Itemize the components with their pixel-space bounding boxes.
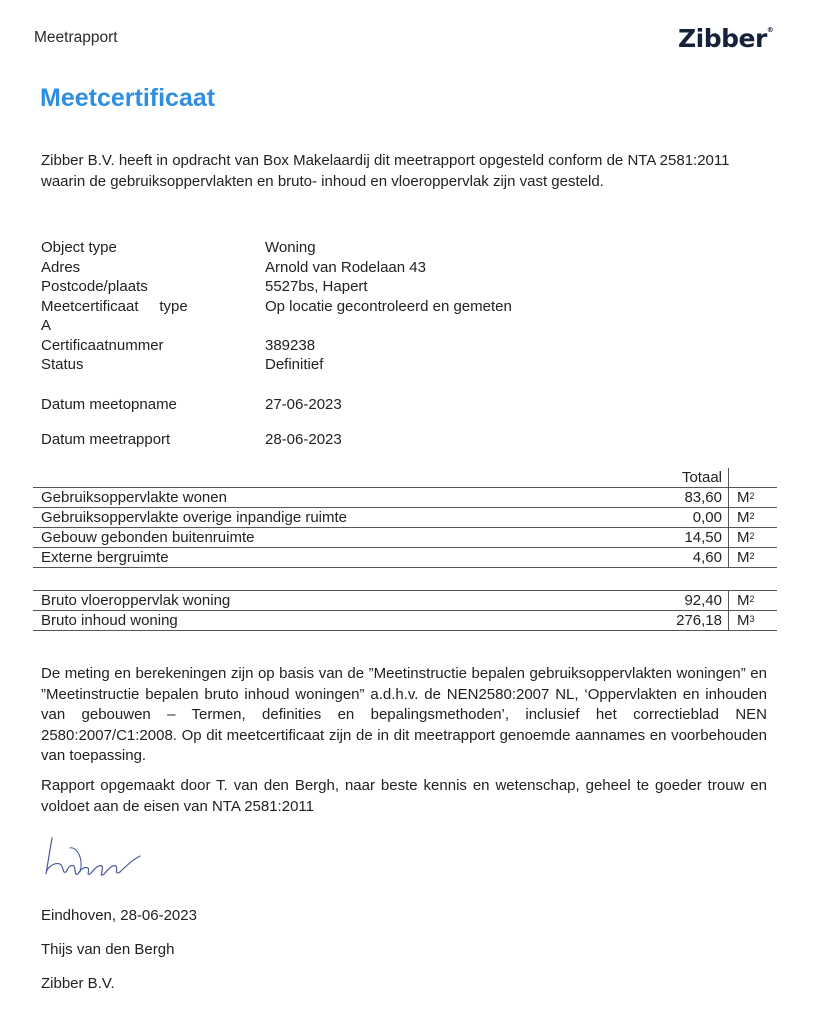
measure-date-label: Datum meetopname: [41, 396, 177, 413]
row-label: Gebruiksoppervlakte wonen: [33, 488, 622, 508]
address-value: Arnold van Rodelaan 43: [265, 259, 426, 276]
row-label: Bruto vloeroppervlak woning: [33, 591, 622, 611]
table-row: [33, 548, 777, 568]
certificate-number-value: 389238: [265, 337, 316, 354]
object-type-value: Woning: [265, 239, 316, 256]
report-type-label: Meetrapport: [34, 29, 118, 46]
address-label: Adres: [41, 259, 81, 276]
row-value: 276,18: [622, 611, 729, 631]
report-date-label: Datum meetrapport: [41, 431, 171, 448]
status-label: Status: [41, 356, 84, 373]
row-label: Bruto inhoud woning: [33, 611, 622, 631]
row-unit: $M^2$: [729, 591, 778, 611]
company-name: Zibber B.V.: [41, 975, 115, 992]
registered-mark: ®: [766, 26, 774, 34]
row-label: Gebouw gebonden buitenruimte: [33, 528, 622, 548]
table-row: [33, 591, 777, 611]
certificate-type-label: Meetcertificaat type: [41, 298, 188, 315]
certificate-number-label: Certificaatnummer: [41, 337, 164, 354]
certificate-type-value: Op locatie gecontroleerd en gemeten: [265, 298, 512, 315]
bruto-table: [33, 590, 777, 631]
row-value: 4,60: [622, 548, 729, 568]
signer-name: Thijs van den Bergh: [41, 941, 175, 958]
table-row: [33, 528, 777, 548]
object-type-label: Object type: [41, 239, 117, 256]
intro-paragraph: Zibber B.V. heeft in opdracht van Box Makelaardij dit meetrapport opgesteld conform de NTA 2581:2011 waarin de gebruiksoppervlakten en bruto- inhoud en vloeroppervlak zijn vast gesteld.: [41, 152, 730, 190]
table-header-row: [33, 468, 777, 488]
table-row: [33, 488, 777, 508]
row-value: 0,00: [622, 508, 729, 528]
row-unit: $M^2$: [729, 548, 778, 568]
postcode-value: 5527bs, Hapert: [265, 278, 368, 295]
measure-date-value: 27-06-2023: [265, 396, 342, 413]
report-date-value: 28-06-2023: [265, 431, 342, 448]
logo-text: Zibber: [678, 24, 767, 53]
row-unit: $M^2$: [729, 508, 778, 528]
measurements-table: [33, 468, 777, 568]
place-and-date: Eindhoven, 28-06-2023: [41, 907, 197, 924]
header-spacer: [33, 468, 622, 488]
zibber-logo: [678, 24, 773, 53]
status-value: Definitief: [265, 356, 324, 373]
table-row: [33, 508, 777, 528]
certificate-type-label-suffix: A: [41, 317, 52, 334]
handwritten-signature: [40, 828, 150, 888]
page-title: Meetcertificaat: [40, 84, 216, 112]
declaration-paragraph: Rapport opgemaakt door T. van den Bergh, naar beste kennis en wetenschap, geheel te goeder trouw en voldoet aan de eisen van NTA 2581:2011: [41, 777, 767, 815]
row-unit: $M^2$: [729, 488, 778, 508]
table-row: [33, 611, 777, 631]
row-value: 14,50: [622, 528, 729, 548]
row-unit: $M^3$: [729, 611, 778, 631]
row-value: 92,40: [622, 591, 729, 611]
row-value: 83,60: [622, 488, 729, 508]
row-label: Externe bergruimte: [33, 548, 622, 568]
row-unit: $M^2$: [729, 528, 778, 548]
postcode-label: Postcode/plaats: [41, 278, 148, 295]
unit-column-header: [729, 468, 778, 488]
method-paragraph: De meting en berekeningen zijn op basis van de ”Meetinstructie bepalen gebruiksoppervlakten woningen” en ”Meetinstructie bepalen bruto inhoud woningen” a.d.h.v. de NEN2580:2007 NL, ‘Oppervlakten en inhouden van gebouwen – Termen, definities en bepalingsmethoden’, inclusief het correctieblad NEN 2580:2007/C1:2008. Op dit meetcertificaat zijn de in dit meetrapport genoemde aannames en voorbehouden van toepassing.: [41, 665, 767, 764]
row-label: Gebruiksoppervlakte overige inpandige ruimte: [33, 508, 622, 528]
total-column-header: Totaal: [622, 468, 729, 488]
